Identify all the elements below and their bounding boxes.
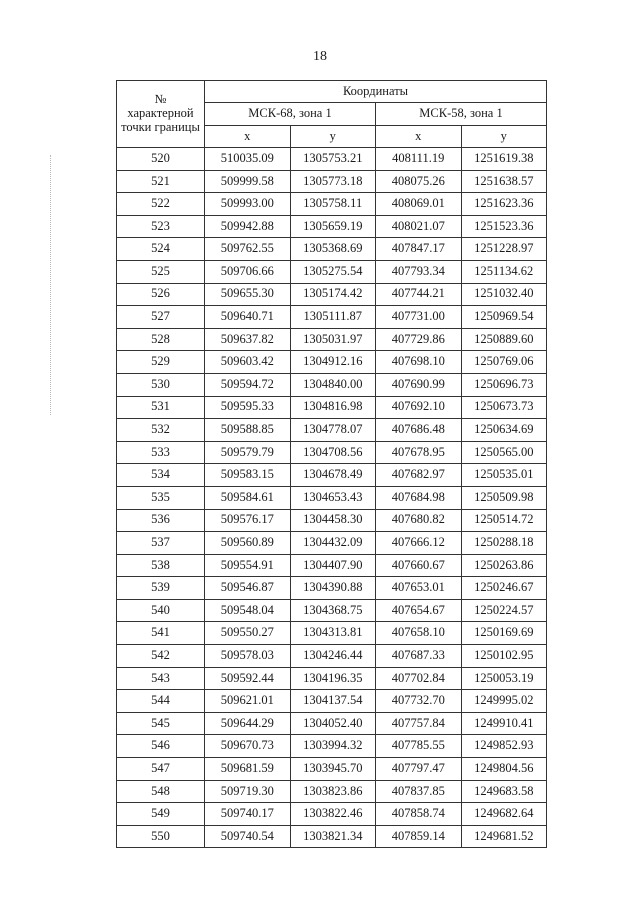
msk58-y-cell: 1250169.69	[461, 622, 547, 645]
table-row	[117, 215, 547, 238]
table-row	[117, 645, 547, 668]
msk68-x-cell: 509621.01	[205, 690, 291, 713]
point-number-cell: 521	[117, 170, 205, 193]
point-number-cell: 537	[117, 532, 205, 555]
msk58-y-cell: 1251134.62	[461, 260, 547, 283]
msk58-x-cell: 408111.19	[376, 148, 462, 171]
table-row	[117, 622, 547, 645]
msk68-x-cell: 509579.79	[205, 441, 291, 464]
point-number-cell: 550	[117, 825, 205, 848]
msk68-y-cell: 1303821.34	[290, 825, 376, 848]
msk68-x-cell: 509670.73	[205, 735, 291, 758]
system-b-y-header: y	[461, 126, 547, 148]
msk68-x-cell: 509550.27	[205, 622, 291, 645]
point-number-cell: 527	[117, 306, 205, 329]
msk68-x-cell: 509681.59	[205, 758, 291, 781]
msk58-x-cell: 407687.33	[376, 645, 462, 668]
table-row	[117, 509, 547, 532]
coordinates-table	[116, 80, 547, 848]
msk68-y-cell: 1304407.90	[290, 554, 376, 577]
point-number-cell: 522	[117, 193, 205, 216]
msk68-x-cell: 509584.61	[205, 486, 291, 509]
msk58-x-cell: 407692.10	[376, 396, 462, 419]
msk58-x-cell: 407729.86	[376, 328, 462, 351]
table-row	[117, 803, 547, 826]
msk68-y-cell: 1303945.70	[290, 758, 376, 781]
msk58-y-cell: 1250634.69	[461, 419, 547, 442]
msk68-x-cell: 509594.72	[205, 373, 291, 396]
point-number-cell: 539	[117, 577, 205, 600]
msk68-y-cell: 1305659.19	[290, 215, 376, 238]
msk58-y-cell: 1250263.86	[461, 554, 547, 577]
msk68-x-cell: 509576.17	[205, 509, 291, 532]
coordinates-header: Координаты	[205, 81, 547, 103]
msk58-y-cell: 1251228.97	[461, 238, 547, 261]
msk58-y-cell: 1251638.57	[461, 170, 547, 193]
msk58-x-cell: 407837.85	[376, 780, 462, 803]
msk58-x-cell: 407744.21	[376, 283, 462, 306]
msk68-y-cell: 1304196.35	[290, 667, 376, 690]
system-a-header: МСК-68, зона 1	[205, 103, 376, 126]
msk58-x-cell: 407731.00	[376, 306, 462, 329]
msk68-y-cell: 1304816.98	[290, 396, 376, 419]
msk58-y-cell: 1250969.54	[461, 306, 547, 329]
point-number-cell: 538	[117, 554, 205, 577]
msk58-y-cell: 1249852.93	[461, 735, 547, 758]
msk58-y-cell: 1251032.40	[461, 283, 547, 306]
msk68-y-cell: 1304778.07	[290, 419, 376, 442]
point-number-cell: 544	[117, 690, 205, 713]
table-row	[117, 825, 547, 848]
system-a-x-header: x	[205, 126, 291, 148]
msk58-x-cell: 407666.12	[376, 532, 462, 555]
msk58-x-cell: 407858.74	[376, 803, 462, 826]
msk58-y-cell: 1250224.57	[461, 599, 547, 622]
point-number-cell: 543	[117, 667, 205, 690]
msk58-y-cell: 1250535.01	[461, 464, 547, 487]
msk68-x-cell: 509637.82	[205, 328, 291, 351]
msk68-y-cell: 1304458.30	[290, 509, 376, 532]
table-row	[117, 464, 547, 487]
point-number-cell: 536	[117, 509, 205, 532]
msk58-x-cell: 407660.67	[376, 554, 462, 577]
msk58-y-cell: 1250889.60	[461, 328, 547, 351]
msk58-y-cell: 1249910.41	[461, 712, 547, 735]
msk68-x-cell: 509595.33	[205, 396, 291, 419]
table-row	[117, 758, 547, 781]
msk68-y-cell: 1304432.09	[290, 532, 376, 555]
msk58-x-cell: 408069.01	[376, 193, 462, 216]
msk58-x-cell: 407797.47	[376, 758, 462, 781]
table-row	[117, 577, 547, 600]
msk68-y-cell: 1305758.11	[290, 193, 376, 216]
msk58-x-cell: 408021.07	[376, 215, 462, 238]
msk58-x-cell: 407702.84	[376, 667, 462, 690]
table-row	[117, 396, 547, 419]
msk58-y-cell: 1250514.72	[461, 509, 547, 532]
msk68-x-cell: 509740.54	[205, 825, 291, 848]
point-number-cell: 525	[117, 260, 205, 283]
msk58-x-cell: 407785.55	[376, 735, 462, 758]
msk58-x-cell: 407757.84	[376, 712, 462, 735]
msk68-y-cell: 1305111.87	[290, 306, 376, 329]
table-row	[117, 599, 547, 622]
table-row	[117, 554, 547, 577]
point-number-header-label: № характерной точки границы	[121, 92, 200, 134]
msk58-y-cell: 1249681.52	[461, 825, 547, 848]
msk68-y-cell: 1304052.40	[290, 712, 376, 735]
msk68-x-cell: 509560.89	[205, 532, 291, 555]
msk58-x-cell: 407690.99	[376, 373, 462, 396]
table-row	[117, 373, 547, 396]
point-number-cell: 530	[117, 373, 205, 396]
table-row	[117, 690, 547, 713]
msk58-x-cell: 407684.98	[376, 486, 462, 509]
system-b-header: МСК-58, зона 1	[376, 103, 547, 126]
msk58-x-cell: 407682.97	[376, 464, 462, 487]
table-row	[117, 532, 547, 555]
msk58-y-cell: 1250102.95	[461, 645, 547, 668]
msk68-x-cell: 509740.17	[205, 803, 291, 826]
point-number-cell: 532	[117, 419, 205, 442]
msk58-y-cell: 1251623.36	[461, 193, 547, 216]
table-row	[117, 486, 547, 509]
msk68-y-cell: 1304912.16	[290, 351, 376, 374]
msk58-y-cell: 1249804.56	[461, 758, 547, 781]
point-number-cell: 549	[117, 803, 205, 826]
point-number-cell: 531	[117, 396, 205, 419]
point-number-cell: 546	[117, 735, 205, 758]
point-number-cell: 523	[117, 215, 205, 238]
table-row	[117, 780, 547, 803]
msk58-y-cell: 1250509.98	[461, 486, 547, 509]
point-number-cell: 547	[117, 758, 205, 781]
point-number-cell: 524	[117, 238, 205, 261]
msk68-y-cell: 1304368.75	[290, 599, 376, 622]
point-number-cell: 545	[117, 712, 205, 735]
table-row	[117, 712, 547, 735]
msk68-y-cell: 1305753.21	[290, 148, 376, 171]
msk68-y-cell: 1304708.56	[290, 441, 376, 464]
msk58-y-cell: 1249682.64	[461, 803, 547, 826]
msk58-y-cell: 1250246.67	[461, 577, 547, 600]
point-number-cell: 534	[117, 464, 205, 487]
table-row	[117, 351, 547, 374]
table-row	[117, 667, 547, 690]
point-number-cell: 529	[117, 351, 205, 374]
msk68-y-cell: 1304246.44	[290, 645, 376, 668]
msk58-y-cell: 1251619.38	[461, 148, 547, 171]
msk58-x-cell: 407686.48	[376, 419, 462, 442]
msk58-x-cell: 407732.70	[376, 690, 462, 713]
msk68-y-cell: 1305031.97	[290, 328, 376, 351]
table-row	[117, 260, 547, 283]
table-row	[117, 170, 547, 193]
msk68-x-cell: 509578.03	[205, 645, 291, 668]
msk68-x-cell: 509603.42	[205, 351, 291, 374]
margin-mark	[50, 155, 53, 415]
msk68-x-cell: 509548.04	[205, 599, 291, 622]
msk68-y-cell: 1305773.18	[290, 170, 376, 193]
point-number-cell: 535	[117, 486, 205, 509]
msk68-x-cell: 509554.91	[205, 554, 291, 577]
msk68-y-cell: 1305174.42	[290, 283, 376, 306]
msk68-y-cell: 1304840.00	[290, 373, 376, 396]
msk68-x-cell: 510035.09	[205, 148, 291, 171]
table-body	[117, 148, 547, 848]
table-row	[117, 441, 547, 464]
point-number-cell: 542	[117, 645, 205, 668]
point-number-cell: 533	[117, 441, 205, 464]
table-row	[117, 148, 547, 171]
point-number-cell: 548	[117, 780, 205, 803]
msk68-x-cell: 509655.30	[205, 283, 291, 306]
msk68-x-cell: 509546.87	[205, 577, 291, 600]
msk68-x-cell: 509993.00	[205, 193, 291, 216]
msk68-x-cell: 509588.85	[205, 419, 291, 442]
msk68-x-cell: 509719.30	[205, 780, 291, 803]
msk58-y-cell: 1250696.73	[461, 373, 547, 396]
msk68-y-cell: 1303994.32	[290, 735, 376, 758]
msk68-x-cell: 509999.58	[205, 170, 291, 193]
msk58-x-cell: 407680.82	[376, 509, 462, 532]
msk58-x-cell: 407793.34	[376, 260, 462, 283]
msk58-x-cell: 407698.10	[376, 351, 462, 374]
msk58-y-cell: 1249683.58	[461, 780, 547, 803]
point-number-header	[117, 81, 205, 148]
msk68-y-cell: 1304313.81	[290, 622, 376, 645]
system-a-y-header: y	[290, 126, 376, 148]
msk68-x-cell: 509762.55	[205, 238, 291, 261]
msk68-x-cell: 509644.29	[205, 712, 291, 735]
msk68-y-cell: 1304137.54	[290, 690, 376, 713]
msk68-y-cell: 1303822.46	[290, 803, 376, 826]
msk58-y-cell: 1250565.00	[461, 441, 547, 464]
msk58-x-cell: 407859.14	[376, 825, 462, 848]
page-number: 18	[313, 49, 327, 64]
table-row	[117, 283, 547, 306]
msk68-y-cell: 1304390.88	[290, 577, 376, 600]
msk58-x-cell: 407847.17	[376, 238, 462, 261]
msk68-y-cell: 1304653.43	[290, 486, 376, 509]
msk68-y-cell: 1305368.69	[290, 238, 376, 261]
table-row	[117, 328, 547, 351]
msk68-y-cell: 1304678.49	[290, 464, 376, 487]
msk58-y-cell: 1249995.02	[461, 690, 547, 713]
table-row	[117, 306, 547, 329]
msk58-y-cell: 1250288.18	[461, 532, 547, 555]
msk58-x-cell: 408075.26	[376, 170, 462, 193]
msk58-x-cell: 407658.10	[376, 622, 462, 645]
msk58-y-cell: 1251523.36	[461, 215, 547, 238]
msk58-y-cell: 1250053.19	[461, 667, 547, 690]
msk58-y-cell: 1250673.73	[461, 396, 547, 419]
msk68-y-cell: 1305275.54	[290, 260, 376, 283]
point-number-cell: 520	[117, 148, 205, 171]
point-number-cell: 526	[117, 283, 205, 306]
msk58-x-cell: 407654.67	[376, 599, 462, 622]
msk68-x-cell: 509583.15	[205, 464, 291, 487]
msk58-x-cell: 407678.95	[376, 441, 462, 464]
table-row	[117, 735, 547, 758]
msk68-y-cell: 1303823.86	[290, 780, 376, 803]
system-b-x-header: x	[376, 126, 462, 148]
table-row	[117, 238, 547, 261]
msk68-x-cell: 509640.71	[205, 306, 291, 329]
msk58-x-cell: 407653.01	[376, 577, 462, 600]
table-row	[117, 419, 547, 442]
msk58-y-cell: 1250769.06	[461, 351, 547, 374]
point-number-cell: 541	[117, 622, 205, 645]
point-number-cell: 528	[117, 328, 205, 351]
point-number-cell: 540	[117, 599, 205, 622]
msk68-x-cell: 509942.88	[205, 215, 291, 238]
msk68-x-cell: 509706.66	[205, 260, 291, 283]
table-row	[117, 193, 547, 216]
msk68-x-cell: 509592.44	[205, 667, 291, 690]
